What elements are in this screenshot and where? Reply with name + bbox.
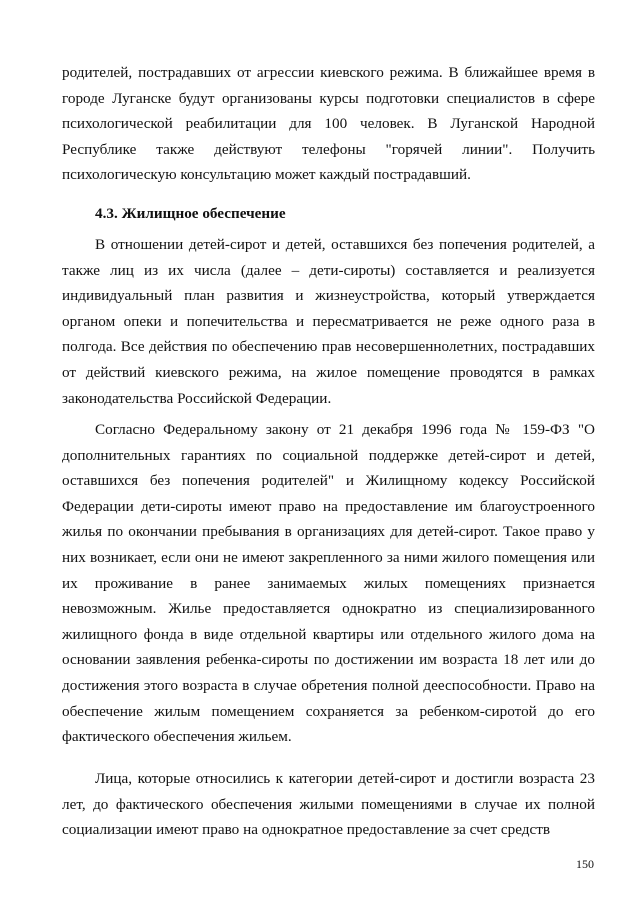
section-heading: 4.3. Жилищное обеспечение (95, 205, 286, 222)
continuation-text-block (62, 60, 595, 188)
paragraph-2-block (62, 417, 595, 750)
paragraph-3: Лица, которые относились к категории детей-сирот и достигли возраста 23 лет, до фактического обеспечения жилыми помещениями в случае их полной социализации имеют право на однократное предоставление за счет средств (62, 770, 595, 839)
paragraph-1: В отношении детей-сирот и детей, оставшихся без попечения родителей, а также лиц из их числа (далее – дети-сироты) составляется и реализуется индивидуальный план развития и жизнеустройства, который утверждается органом опеки и попечительства и пересматривается не реже одного раза в полгода. Все действия по обеспечению прав несовершеннолетних, пострадавших от действий киевского режима, на жилое помещение проводятся в рамках законодательства Российской Федерации. (62, 236, 595, 407)
page-number: 150 (576, 857, 594, 871)
paragraph-2: Согласно Федеральному закону от 21 декабря 1996 года № 159-ФЗ "О дополнительных гарантиях по социальной поддержке детей-сирот и детей, оставшихся без попечения родителей" и Жилищному кодексу Российской Федерации дети-сироты имеют право на предоставление им благоустроенного жилья по окончании пребывания в организациях для детей-сирот. Такое право у них возникает, если они не имеют закрепленного за ними жилого помещения или их проживание в ранее занимаемых жилых помещениях признается невозможным. Жилье предоставляется однократно из специализированного жилищного фонда в виде отдельной квартиры или отдельного жилого дома на основании заявления ребенка-сироты по достижении им возраста 18 лет или до достижения этого возраста в случае обретения полной дееспособности. Право на обеспечение жилым помещением сохраняется за ребенком-сиротой до его фактического обеспечения жильем. (62, 421, 595, 746)
continuation-paragraph: родителей, пострадавших от агрессии киевского режима. В ближайшее время в городе Луганске будут организованы курсы подготовки специалистов в сфере психологической реабилитации для 100 человек. В Луганской Народной Республике также действуют телефоны "горячей линии". Получить психологическую консультацию может каждый пострадавший. (62, 64, 595, 184)
paragraph-3-block (62, 766, 595, 843)
paragraph-1-block (62, 232, 595, 411)
